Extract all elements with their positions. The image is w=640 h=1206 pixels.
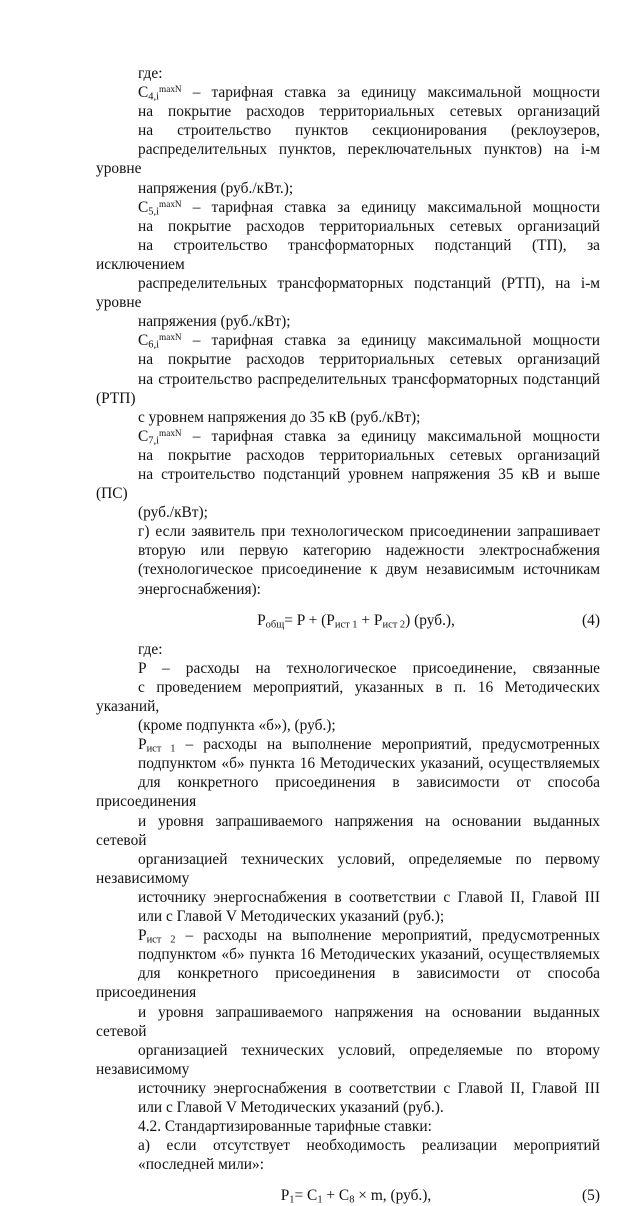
formula-4-expression: $P_{общ}= P + (P_{ист 1} + P_{ист 2})$ (руб.), (257, 611, 455, 631)
section-4-2-heading: 4.2. Стандартизированные тарифные ставки: (138, 1118, 432, 1136)
c4-symbol: $C_{4,i}^{maxN}$ (138, 84, 182, 103)
definition-p-ist-1: $P_{ист 1}$ – расходы на выполнение мероприятий, предусмотренных подпунктом «б» пункта 16 Методических указаний, осуществляемых для конкретного присоединения в зависимости от способа присоединения и уровня запрашиваемого напряжения на основании выданных сетевой организацией технических условий, определяемые по первому независимому источнику энергоснабжения в соответствии с Главой II, Главой III или с Главой V Методических указаний (руб.); (96, 736, 600, 926)
definition-c5: $C_{5,i}^{maxN}$ – тарифная ставка за единицу максимальной мощности на покрытие расходов территориальных сетевых организаций на строительство трансформаторных подстанций (ТП), за исключением распределительных трансформаторных подстанций (РТП), на i-м уровне напряжения (руб./кВт); (96, 198, 600, 331)
c7-symbol: $C_{7,i}^{maxN}$ (138, 427, 182, 447)
definition-c7: $C_{7,i}^{maxN}$ – тарифная ставка за единицу максимальной мощности на покрытие расходов территориальных сетевых организаций на строительство подстанций уровнем напряжения 35 кВ и выше (ПС) (руб./кВт); (96, 427, 600, 522)
c6-symbol: $C_{6,i}^{maxN}$ (138, 332, 182, 351)
formula-4-number: (4) (582, 611, 600, 629)
formula-5-expression: $P_1= C_1 + C_8 \times m$, (руб.), (280, 1187, 432, 1206)
definition-p: P – расходы на технологическое присоединение, связанные с проведением мероприятий, указанных в п. 16 Методических указаний, (кроме подпункта «б»), (руб.); (96, 659, 600, 735)
p-ist-1-symbol: $P_{ист 1}$ (138, 736, 176, 755)
c5-symbol: $C_{5,i}^{maxN}$ (138, 198, 182, 218)
definition-c4: $C_{4,i}^{maxN}$ – тарифная ставка за единицу максимальной мощности на покрытие расходов территориальных сетевых организаций на строительство пунктов секционирования (реклоузеров, распределительных пунктов, переключательных пунктов) на i-м уровне напряжения (руб./кВт.); (96, 84, 600, 197)
where-label: где: (138, 65, 163, 82)
definition-p-ist-2: $P_{ист 2}$ – расходы на выполнение мероприятий, предусмотренных подпунктом «б» пункта 16 Методических указаний, осуществляемых для конкретного присоединения в зависимости от способа присоединения и уровня запрашиваемого напряжения на основании выданных сетевой организацией технических условий, определяемые по второму независимому источнику энергоснабжения в соответствии с Главой II, Главой III или с Главой V Методических указаний (руб.). (96, 927, 600, 1116)
formula-5 (96, 1186, 600, 1205)
p-ist-2-symbol: $P_{ист 2}$ (138, 927, 176, 946)
formula-4 (96, 611, 600, 630)
document-body (96, 64, 600, 1205)
definition-c6: $C_{6,i}^{maxN}$ – тарифная ставка за единицу максимальной мощности на покрытие расходов территориальных сетевых организаций на строительство распределительных трансформаторных подстанций (РТП) с уровнем напряжения до 35 кВ (руб./кВт); (96, 332, 600, 426)
formula-5-number: (5) (582, 1187, 600, 1205)
item-g: г) если заявитель при технологическом присоединении запрашивает вторую или первую категорию надежности электроснабжения (технологическое присоединение к двум независимым источникам энергоснабжения): (138, 523, 600, 598)
where-label-2: где: (138, 640, 163, 658)
item-a: а) если отсутствует необходимость реализации мероприятий «последней мили»: (138, 1137, 600, 1174)
